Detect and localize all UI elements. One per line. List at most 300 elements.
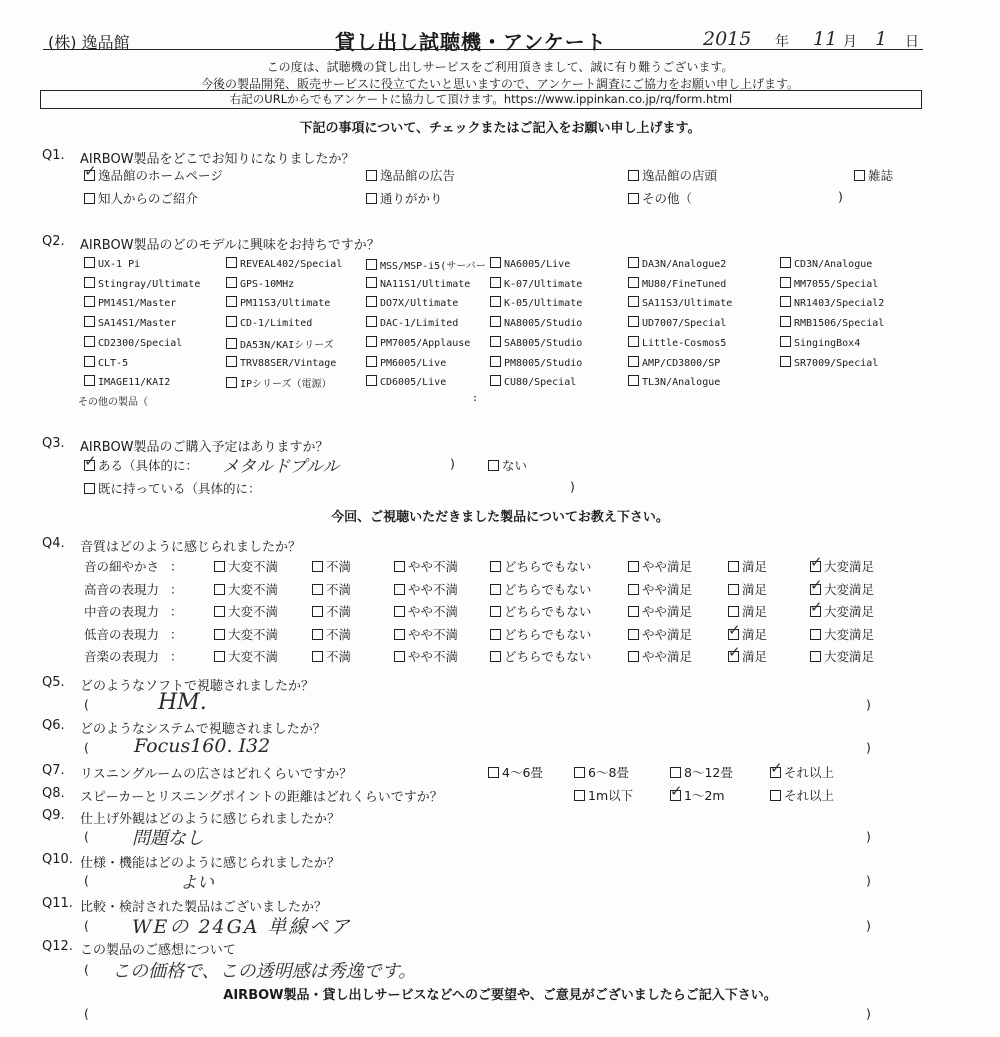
q11-open: ( [84, 918, 89, 933]
checkbox-option[interactable] [366, 336, 470, 349]
checkbox-option[interactable] [366, 375, 446, 388]
checkbox[interactable] [394, 561, 405, 572]
checkbox-option[interactable] [628, 375, 720, 388]
option-label: 満足 [742, 559, 768, 574]
checkbox-option[interactable] [628, 257, 726, 270]
company-name: (株) 逸品館 [48, 33, 130, 52]
q4-row-colon: ： [170, 604, 183, 619]
checkbox-option[interactable] [490, 625, 591, 643]
q3-text: AIRBOW製品のご購入予定はありますか？ [80, 440, 329, 455]
checkbox[interactable] [780, 356, 791, 367]
option-label: Stingray/Ultimate [98, 278, 201, 290]
option-label: 大変満足 [824, 626, 875, 642]
q1-option[interactable]: ✓逸品館のホームページ [84, 166, 223, 184]
checkbox[interactable] [226, 296, 237, 307]
checkbox-option[interactable] [394, 602, 458, 620]
option-label: SA8005/Studio [504, 337, 583, 349]
checkbox-option[interactable] [394, 625, 458, 643]
q12-answer[interactable]: この価格で、この透明感は秀逸です。 [112, 961, 417, 982]
checkbox[interactable] [84, 296, 95, 307]
checkbox[interactable] [226, 356, 237, 367]
checkbox[interactable] [810, 629, 821, 640]
option-label: 不満 [326, 581, 352, 597]
checkbox[interactable] [780, 296, 791, 307]
option-label: 大変満足 [824, 581, 875, 597]
option-label: K-07/Ultimate [504, 278, 583, 290]
checkbox[interactable] [366, 193, 377, 204]
checkbox[interactable] [84, 356, 95, 367]
option-label: 1m以下 [588, 788, 634, 803]
checkbox-option[interactable] [574, 763, 629, 781]
checkbox-option[interactable] [84, 296, 176, 309]
checkbox-option[interactable] [490, 316, 582, 329]
option-label: CD2300/Special [98, 337, 183, 349]
checkbox[interactable] [84, 375, 95, 386]
option-label: やや満足 [642, 604, 693, 619]
checkbox-option[interactable] [394, 647, 458, 665]
option-label: 不満 [326, 649, 352, 664]
option-label: どちらでもない [504, 559, 592, 574]
checkbox-option[interactable] [810, 580, 874, 598]
checkbox[interactable] [628, 375, 639, 386]
checkbox-option[interactable] [214, 647, 278, 665]
checkbox[interactable] [628, 277, 639, 288]
checkbox-checked[interactable] [670, 790, 681, 801]
checkbox[interactable] [574, 767, 585, 778]
q5-text: どのようなソフトで視聴されましたか？ [80, 679, 315, 694]
checkbox-option[interactable] [366, 316, 458, 329]
checkbox-option[interactable] [670, 786, 725, 804]
option-label: 満足 [742, 626, 768, 642]
option-label: やや満足 [642, 626, 693, 642]
option-label: 大変不満 [228, 604, 279, 619]
checkbox-option[interactable] [780, 277, 878, 290]
option-label: NR1403/Special2 [794, 298, 885, 310]
q6-answer[interactable]: Focus160. I32 [134, 735, 271, 757]
q8-text: スピーカーとリスニングポイントの距離はどれくらいですか？ [80, 790, 443, 805]
checkbox-option[interactable] [312, 580, 351, 598]
checkbox[interactable] [728, 606, 739, 617]
checkbox[interactable] [628, 584, 639, 595]
checkbox[interactable] [488, 460, 499, 471]
intro-line-1: この度は、試聴機の貸し出しサービスをご利用頂きまして、誠に有り難うございます。 [266, 60, 734, 74]
option-label: 満足 [742, 604, 768, 619]
q2-other-close: : [472, 393, 479, 404]
checkbox-option[interactable] [366, 277, 470, 290]
checkbox[interactable] [214, 651, 225, 662]
checkbox[interactable] [226, 316, 237, 327]
option-label: 大変不満 [228, 559, 279, 574]
checkbox[interactable] [366, 375, 377, 386]
checkbox-option[interactable] [488, 763, 543, 781]
checkbox[interactable] [628, 193, 639, 204]
header-rule [43, 49, 923, 50]
checkbox[interactable] [394, 629, 405, 640]
option-label: SR7009/Special [794, 357, 879, 369]
checkbox-option[interactable] [728, 580, 767, 598]
option-label: CU80/Special [504, 377, 577, 389]
option-label: DO7X/Ultimate [380, 298, 459, 310]
date-month: 11 [813, 28, 838, 50]
q3-have-close: ) [570, 479, 575, 494]
footer-request: AIRBOW製品・貸し出しサービスなどへのご要望や、ご意見がございましたらご記入下さい。 [223, 988, 777, 1003]
q9-answer[interactable]: 問題なし [132, 828, 204, 849]
q10-close: ) [866, 873, 871, 888]
checkbox-option[interactable] [490, 580, 591, 598]
checkbox-option[interactable] [490, 277, 582, 290]
option-label: 大変不満 [228, 649, 279, 664]
checkbox-option[interactable] [490, 557, 591, 575]
checkbox[interactable] [488, 767, 499, 778]
checkbox-option[interactable] [366, 257, 486, 272]
checkbox-option[interactable] [728, 647, 767, 665]
q1-option[interactable]: 雑誌 [854, 166, 893, 184]
q12-text: この製品のご感想について [80, 943, 236, 958]
q11-text: 比較・検討された製品はございましたか？ [80, 900, 328, 915]
checkbox-checked[interactable] [728, 629, 739, 640]
checkbox-option[interactable] [214, 580, 278, 598]
checkbox-checked[interactable] [84, 170, 95, 181]
checkbox-checked[interactable] [810, 606, 821, 617]
checkbox[interactable] [84, 316, 95, 327]
option-label: どちらでもない [504, 581, 592, 597]
checkbox[interactable] [628, 316, 639, 327]
q4-number: Q4. [42, 536, 65, 551]
option-label: PM7005/Applause [380, 337, 471, 349]
q1-option[interactable]: 知人からのご紹介 [84, 189, 198, 207]
option-label: やや不満 [408, 649, 459, 664]
q10-text: 仕様・機能はどのように感じられましたか？ [80, 856, 341, 871]
checkbox[interactable] [490, 257, 501, 268]
checkbox[interactable] [312, 584, 323, 595]
checkbox-option[interactable] [780, 296, 884, 309]
checkbox-checked[interactable] [810, 584, 821, 595]
checkbox[interactable] [780, 336, 791, 347]
q4-row-label: 音の細やかさ [84, 559, 160, 574]
checkbox[interactable] [780, 257, 791, 268]
option-label: TL3N/Analogue [642, 377, 721, 389]
checkbox[interactable] [226, 257, 237, 268]
date-year: 2015 [703, 28, 752, 50]
checkbox-option[interactable] [810, 625, 874, 643]
q9-text: 仕上げ外観はどのように感じられましたか？ [80, 812, 341, 827]
checkbox[interactable] [490, 316, 501, 327]
q4-row-label: 中音の表現力 [84, 604, 160, 619]
option-label: 満足 [742, 581, 768, 597]
checkbox-option[interactable] [810, 602, 874, 620]
q3-yes-close: ) [450, 456, 455, 471]
q1-option[interactable]: 通りがかり [366, 189, 443, 207]
checkbox[interactable] [366, 296, 377, 307]
option-label: やや満足 [642, 581, 693, 597]
checkbox[interactable] [394, 651, 405, 662]
option-label: やや不満 [408, 581, 459, 597]
checkbox[interactable] [490, 629, 501, 640]
option-label: DAC-1/Limited [380, 318, 459, 330]
checkbox-option[interactable] [490, 257, 570, 270]
section-heading: 今回、ご視聴いただきました製品についてお教え下さい。 [331, 510, 669, 525]
option-label: DA53N/KAIシリーズ [240, 339, 334, 351]
checkbox[interactable] [780, 277, 791, 288]
q1-option[interactable]: 逸品館の広告 [366, 166, 455, 184]
option-label: IPシリーズ（電源） [240, 379, 332, 391]
checkbox[interactable] [670, 767, 681, 778]
q12-open: ( [84, 962, 89, 977]
checkbox-option[interactable] [226, 257, 342, 270]
q4-text: 音質はどのように感じられましたか？ [80, 540, 302, 555]
checkbox[interactable] [366, 170, 377, 181]
checkbox-option[interactable] [226, 356, 336, 369]
checkbox-option[interactable] [226, 375, 332, 390]
checkbox[interactable] [628, 170, 639, 181]
checkbox-option[interactable] [490, 375, 576, 388]
option-label: やや不満 [408, 604, 459, 619]
checkbox[interactable] [628, 629, 639, 640]
checkbox-option[interactable] [226, 336, 334, 351]
q3-option-no[interactable]: ない [488, 456, 527, 474]
option-label: K-05/Ultimate [504, 298, 583, 310]
checkbox[interactable] [628, 606, 639, 617]
checkbox[interactable] [628, 336, 639, 347]
checkbox-option[interactable] [728, 625, 767, 643]
q4-row-colon: ： [170, 649, 183, 664]
option-label: CD6005/Live [380, 377, 447, 389]
checkbox[interactable] [770, 790, 781, 801]
intro-line-2: 今後の製品開発、販売サービスに役立てたいと思いますので、アンケート調査にご協力をお願い申し上げます。 [200, 77, 800, 91]
checkbox[interactable] [84, 483, 95, 494]
checkbox-option[interactable] [394, 557, 458, 575]
option-label: やや不満 [408, 626, 459, 642]
q10-answer[interactable]: よい [180, 873, 214, 893]
checkbox-option[interactable] [84, 375, 170, 388]
checkbox[interactable] [214, 606, 225, 617]
checkbox-option[interactable] [214, 602, 278, 620]
checkbox-option[interactable] [628, 647, 692, 665]
checkbox-option[interactable] [728, 602, 767, 620]
option-label: MU80/FineTuned [642, 278, 727, 290]
date-day: 1 [875, 28, 888, 50]
checkbox[interactable] [84, 257, 95, 268]
checkbox-option[interactable] [312, 557, 351, 575]
checkbox[interactable] [490, 561, 501, 572]
checkbox-option[interactable] [770, 763, 834, 781]
checkbox[interactable] [628, 561, 639, 572]
checkbox-option[interactable] [312, 625, 351, 643]
q4-row-colon: ： [170, 581, 183, 597]
checkbox-option[interactable] [366, 356, 446, 369]
q4-row-label: 高音の表現力 [84, 581, 160, 597]
option-label: どちらでもない [504, 604, 592, 619]
checkbox[interactable] [394, 606, 405, 617]
checkbox[interactable] [728, 584, 739, 595]
checkbox-checked[interactable] [728, 651, 739, 662]
option-label: どちらでもない [504, 626, 592, 642]
option-label: GPS-10MHz [240, 278, 295, 290]
checkbox-option[interactable] [214, 625, 278, 643]
checkbox[interactable] [226, 277, 237, 288]
checkbox-option[interactable] [780, 316, 884, 329]
month-label: 月 [843, 34, 857, 50]
q1-option[interactable]: その他（ [628, 189, 692, 207]
option-label: Little-Cosmos5 [642, 337, 727, 349]
checkbox[interactable] [366, 356, 377, 367]
q1-option[interactable]: 逸品館の店頭 [628, 166, 717, 184]
option-label: UD7007/Special [642, 318, 727, 330]
option-label: AMP/CD3800/SP [642, 357, 721, 369]
option-label: 不満 [326, 559, 352, 574]
checkbox-option[interactable] [810, 557, 874, 575]
checkbox[interactable] [490, 584, 501, 595]
instruction: 下記の事項について、チェックまたはご記入をお願い申し上げます。 [299, 121, 701, 136]
checkbox-option[interactable] [226, 277, 294, 290]
checkbox[interactable] [214, 629, 225, 640]
q6-close: ) [866, 740, 871, 755]
q9-open: ( [84, 829, 89, 844]
option-label: 大変不満 [228, 581, 279, 597]
option-label: 大変満足 [824, 559, 875, 574]
checkbox-option[interactable] [780, 336, 860, 349]
checkbox-option[interactable] [770, 786, 834, 804]
checkbox[interactable] [490, 277, 501, 288]
checkbox[interactable] [84, 193, 95, 204]
checkbox[interactable] [84, 336, 95, 347]
checkbox[interactable] [490, 296, 501, 307]
checkbox-option[interactable] [84, 316, 176, 329]
checkbox-option[interactable] [780, 356, 878, 369]
option-label: MSS/MSP-i5(サーバー [380, 261, 486, 272]
checkbox[interactable] [366, 336, 377, 347]
option-label: NA11S1/Ultimate [380, 278, 471, 290]
checkbox[interactable] [214, 561, 225, 572]
q9-number: Q9. [42, 808, 65, 823]
q5-answer[interactable]: HM. [158, 690, 207, 715]
checkbox-option[interactable] [312, 602, 351, 620]
checkbox-option[interactable] [628, 296, 732, 309]
checkbox[interactable] [366, 316, 377, 327]
checkbox[interactable] [226, 377, 237, 388]
checkbox[interactable] [780, 316, 791, 327]
checkbox-option[interactable] [670, 763, 733, 781]
day-label: 日 [905, 34, 919, 50]
option-label: 大変満足 [824, 604, 875, 619]
q5-close: ) [866, 697, 871, 712]
checkbox[interactable] [628, 296, 639, 307]
option-label: RMB1506/Special [794, 318, 885, 330]
checkbox-option[interactable] [628, 580, 692, 598]
checkbox-option[interactable] [574, 786, 633, 804]
checkbox[interactable] [312, 606, 323, 617]
checkbox[interactable] [490, 356, 501, 367]
checkbox[interactable] [366, 277, 377, 288]
checkbox[interactable] [226, 338, 237, 349]
checkbox[interactable] [490, 651, 501, 662]
option-label: それ以上 [784, 788, 835, 803]
checkbox-option[interactable] [226, 316, 312, 329]
checkbox-option[interactable] [490, 356, 582, 369]
checkbox[interactable] [628, 651, 639, 662]
form-title: 貸し出し試聴機・アンケート [335, 30, 607, 54]
checkbox-option[interactable] [628, 602, 692, 620]
checkbox-option[interactable] [490, 336, 582, 349]
q10-number: Q10. [42, 852, 73, 867]
checkbox-option[interactable] [84, 356, 128, 369]
option-label: SA14S1/Master [98, 318, 177, 330]
checkbox-option[interactable] [394, 580, 458, 598]
checkbox[interactable] [312, 561, 323, 572]
q11-answer[interactable]: WEの 24GA 単線ペア [132, 916, 352, 938]
checkbox[interactable] [312, 629, 323, 640]
checkbox[interactable] [628, 356, 639, 367]
checkbox[interactable] [214, 584, 225, 595]
option-label: PM14S1/Master [98, 298, 177, 310]
checkbox[interactable] [810, 651, 821, 662]
checkbox-option[interactable] [628, 356, 720, 369]
q4-row-label: 低音の表現力 [84, 626, 160, 642]
checkbox[interactable] [854, 170, 865, 181]
checkbox-option[interactable] [214, 557, 278, 575]
q3-option-have[interactable]: 既に持っている（具体的に： [84, 479, 261, 497]
checkbox[interactable] [312, 651, 323, 662]
checkbox-option[interactable] [490, 296, 582, 309]
checkbox-option[interactable] [84, 257, 140, 270]
checkbox[interactable] [490, 606, 501, 617]
q6-open: ( [84, 740, 89, 755]
checkbox-option[interactable] [84, 336, 182, 349]
checkbox[interactable] [574, 790, 585, 801]
checkbox-option[interactable] [780, 257, 872, 270]
header [0, 0, 1000, 54]
q10-open: ( [84, 873, 89, 888]
checkbox-option[interactable] [628, 625, 692, 643]
checkbox-option[interactable] [226, 296, 330, 309]
checkbox-checked[interactable] [770, 767, 781, 778]
checkbox[interactable] [84, 277, 95, 288]
option-label: 満足 [742, 649, 768, 664]
checkbox-option[interactable] [84, 277, 200, 290]
year-label: 年 [775, 34, 789, 50]
checkbox-option[interactable] [366, 296, 458, 309]
q8-number: Q8. [42, 786, 65, 801]
checkbox[interactable] [394, 584, 405, 595]
option-label: 大変不満 [228, 626, 279, 642]
checkbox-option[interactable] [628, 316, 726, 329]
checkbox[interactable] [366, 259, 377, 270]
q9-close: ) [866, 829, 871, 844]
checkbox[interactable] [728, 561, 739, 572]
option-label: NA6005/Live [504, 259, 571, 270]
checkbox-option[interactable] [312, 647, 351, 665]
footer-open: ( [84, 1006, 89, 1021]
q2-text: AIRBOW製品のどのモデルに興味をお持ちですか？ [80, 238, 380, 253]
checkbox[interactable] [628, 257, 639, 268]
q3-option-yes[interactable]: ✓ある（具体的に： [84, 456, 198, 474]
checkbox[interactable] [490, 375, 501, 386]
checkbox-option[interactable] [628, 277, 726, 290]
q2-number: Q2. [42, 234, 65, 249]
checkbox-option[interactable] [490, 602, 591, 620]
checkbox-checked[interactable] [810, 561, 821, 572]
checkbox-option[interactable] [628, 557, 692, 575]
checkbox[interactable] [490, 336, 501, 347]
checkbox-option[interactable] [490, 647, 591, 665]
checkbox-option[interactable] [810, 647, 874, 665]
checkbox-option[interactable] [728, 557, 767, 575]
q5-number: Q5. [42, 675, 65, 690]
q7-number: Q7. [42, 763, 65, 778]
option-label: SingingBox4 [794, 337, 861, 349]
checkbox-option[interactable] [628, 336, 726, 349]
checkbox-checked[interactable] [84, 460, 95, 471]
